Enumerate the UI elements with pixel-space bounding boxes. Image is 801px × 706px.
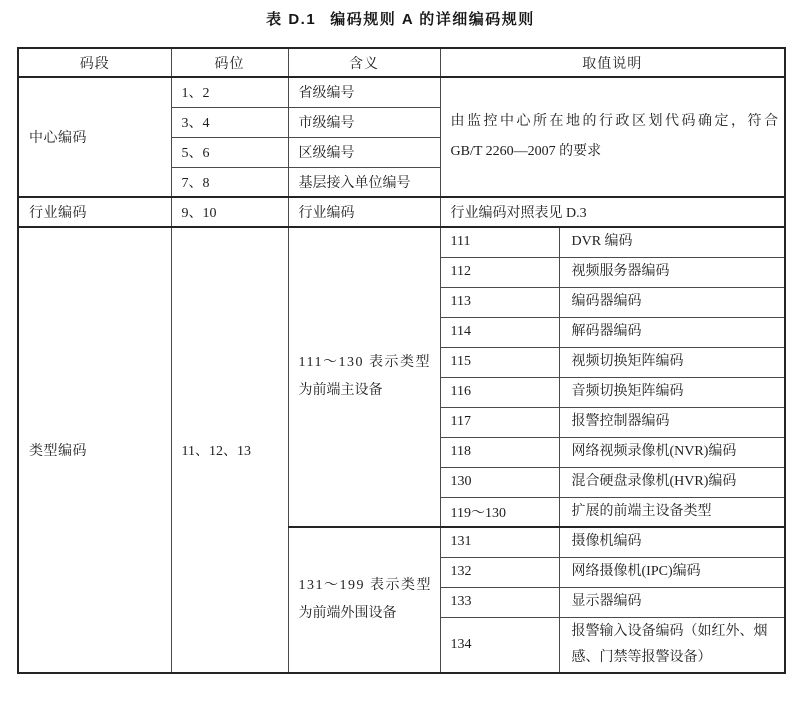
meaning-cell-main-devices [288,227,440,527]
header-row [18,48,785,77]
meaning-cell: 区级编号 [288,137,440,167]
col-header-code-position: 码位 [171,48,288,77]
device-code-cell: 114 [440,317,559,347]
device-desc-cell: 编码器编码 [559,287,785,317]
meaning-line: 为前端外围设备 [298,606,397,621]
device-desc-cell: 扩展的前端主设备类型 [559,497,785,527]
value-note-industry: 行业编码对照表见 D.3 [440,197,785,227]
device-desc-cell: 视频服务器编码 [559,257,785,287]
meaning-cell: 省级编号 [288,77,440,107]
segment-cell-industry: 行业编码 [18,197,171,227]
device-desc-cell: 混合硬盘录像机(HVR)编码 [559,467,785,497]
col-header-value-description: 取值说明 [440,48,785,77]
device-code-cell: 132 [440,557,559,587]
position-cell: 1、2 [171,77,288,107]
device-code-cell: 130 [440,467,559,497]
device-code-cell: 131 [440,527,559,557]
device-code-cell: 117 [440,407,559,437]
device-desc-cell: 音频切换矩阵编码 [559,377,785,407]
value-note-center [440,77,785,197]
table-row [18,227,785,257]
segment-cell-type: 类型编码 [18,227,171,673]
meaning-line: 131～199 表示类型 [298,578,432,593]
table-row [18,197,785,227]
device-code-cell: 118 [440,437,559,467]
device-code-cell: 119～130 [440,497,559,527]
value-note-line: GB/T 2260—2007 的要求 [450,144,602,159]
meaning-cell-peripheral-devices [288,527,440,673]
meaning-line: 为前端主设备 [298,383,383,398]
device-code-cell: 112 [440,257,559,287]
device-desc-cell: 显示器编码 [559,587,785,617]
position-cell: 11、12、13 [171,227,288,673]
device-desc-cell: 网络视频录像机(NVR)编码 [559,437,785,467]
table-title [0,0,801,42]
table-caption: 编码规则 A 的详细编码规则 [330,11,535,28]
segment-cell-center: 中心编码 [18,77,171,197]
device-code-cell: 116 [440,377,559,407]
col-header-meaning: 含义 [288,48,440,77]
device-desc-cell: 视频切换矩阵编码 [559,347,785,377]
device-desc-cell: DVR 编码 [559,227,785,257]
device-code-cell: 134 [440,617,559,673]
position-cell: 9、10 [171,197,288,227]
device-desc-cell: 摄像机编码 [559,527,785,557]
device-desc-cell: 网络摄像机(IPC)编码 [559,557,785,587]
table-number: 表 D.1 [266,11,317,28]
table-row [18,77,785,107]
device-code-cell: 133 [440,587,559,617]
meaning-cell: 行业编码 [288,197,440,227]
meaning-cell: 市级编号 [288,107,440,137]
device-code-cell: 111 [440,227,559,257]
device-desc-cell: 报警输入设备编码（如红外、烟感、门禁等报警设备） [559,617,785,673]
device-desc-cell: 报警控制器编码 [559,407,785,437]
device-desc-cell: 解码器编码 [559,317,785,347]
device-code-cell: 113 [440,287,559,317]
meaning-cell: 基层接入单位编号 [288,167,440,197]
position-cell: 5、6 [171,137,288,167]
position-cell: 3、4 [171,107,288,137]
col-header-code-segment: 码段 [18,48,171,77]
meaning-line: 111～130 表示类型 [298,355,431,370]
value-note-line: 由监控中心所在地的行政区划代码确定，符合 [450,114,781,129]
position-cell: 7、8 [171,167,288,197]
device-code-cell: 115 [440,347,559,377]
coding-rules-table [17,47,786,674]
